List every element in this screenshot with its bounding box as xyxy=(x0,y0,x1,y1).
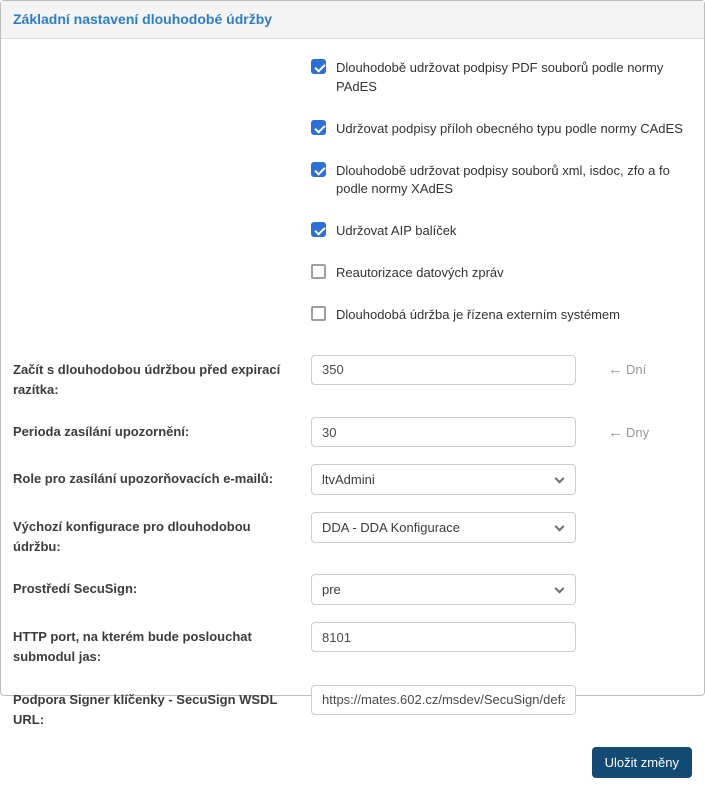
field-row-days-before-expiry xyxy=(13,355,692,400)
secusign-environment-select[interactable] xyxy=(311,574,576,605)
checkbox-label-cades[interactable]: Udržovat podpisy příloh obecného typu podle normy CAdES xyxy=(336,120,683,136)
field-row-jas-http-port xyxy=(13,622,692,667)
field-control xyxy=(311,417,649,447)
panel-header xyxy=(1,1,704,39)
field-control xyxy=(311,512,576,543)
field-label-notification-role: Role pro zasílání upozorňovacích e-mailů: xyxy=(13,471,274,487)
checkbox-row-aip xyxy=(311,222,692,241)
checkbox-label-pades[interactable]: Dlouhodobě udržovat podpisy PDF souborů podle normy PAdES xyxy=(336,60,664,94)
notification-period-input[interactable] xyxy=(311,417,576,447)
default-ltv-config-select[interactable] xyxy=(311,512,576,543)
checkbox-xades[interactable] xyxy=(311,162,326,177)
field-label-notification-period: Perioda zasílání upozornění: xyxy=(13,424,190,440)
checkbox-external-system[interactable] xyxy=(311,306,326,321)
chevron-down-icon xyxy=(555,521,565,531)
checkbox-pades[interactable] xyxy=(311,59,326,74)
field-row-secusign-environment xyxy=(13,574,692,605)
checkbox-label-aip[interactable]: Udržovat AIP balíček xyxy=(336,223,457,239)
checkbox-label-reauthorization[interactable]: Reautorizace datových zpráv xyxy=(336,265,504,281)
checkbox-row-xades xyxy=(311,162,692,200)
days-before-expiry-input[interactable] xyxy=(311,355,576,385)
field-control xyxy=(311,464,576,495)
checkbox-row-reauthorization xyxy=(311,264,692,283)
panel-body xyxy=(1,39,704,790)
chevron-down-icon xyxy=(555,583,565,593)
field-unit-note xyxy=(608,424,649,441)
field-row-notification-role xyxy=(13,464,692,495)
field-label-secusign-environment: Prostředí SecuSign: xyxy=(13,581,138,597)
field-row-notification-period xyxy=(13,417,692,447)
field-control xyxy=(311,685,576,715)
panel-title: Základní nastavení dlouhodobé údržby xyxy=(13,11,273,27)
field-control xyxy=(311,622,576,652)
secusign-wsdl-url-input[interactable] xyxy=(311,685,576,715)
button-row xyxy=(13,747,692,778)
chevron-down-icon xyxy=(555,473,565,483)
save-button[interactable]: Uložit změny xyxy=(592,747,692,778)
secusign-environment-selected-value: pre xyxy=(322,582,341,598)
left-arrow-icon: ← xyxy=(608,423,623,441)
field-row-default-ltv-config xyxy=(13,512,692,557)
default-ltv-config-selected-value: DDA - DDA Konfigurace xyxy=(322,520,461,536)
checkbox-cades[interactable] xyxy=(311,120,326,135)
left-arrow-icon: ← xyxy=(608,361,623,379)
field-label-jas-http-port: HTTP port, na kterém bude poslouchat submodul jas: xyxy=(13,629,252,665)
checkbox-row-external-system xyxy=(311,306,692,325)
field-row-secusign-wsdl-url xyxy=(13,685,692,730)
unit-label: Dní xyxy=(626,362,647,378)
notification-role-select[interactable] xyxy=(311,464,576,495)
checkbox-reauthorization[interactable] xyxy=(311,264,326,279)
checkbox-row-cades xyxy=(311,120,692,139)
checkbox-label-external-system[interactable]: Dlouhodobá údržba je řízena externím systémem xyxy=(336,306,620,322)
unit-label: Dny xyxy=(626,424,650,440)
field-control xyxy=(311,355,646,385)
checkbox-aip[interactable] xyxy=(311,222,326,237)
jas-http-port-input[interactable] xyxy=(311,622,576,652)
field-label-secusign-wsdl-url: Podpora Signer klíčenky - SecuSign WSDL URL: xyxy=(13,691,278,727)
checkbox-row-pades xyxy=(311,59,692,97)
field-label-default-ltv-config: Výchozí konfigurace pro dlouhodobou údržbu: xyxy=(13,519,251,555)
notification-role-selected-value: ltvAdmini xyxy=(322,472,375,488)
field-unit-note xyxy=(608,361,646,378)
checkbox-label-xades[interactable]: Dlouhodobě udržovat podpisy souborů xml, isdoc, zfo a fo podle normy XAdES xyxy=(336,162,670,197)
field-control xyxy=(311,574,576,605)
field-label-days-before-expiry: Začít s dlouhodobou údržbou před expirací razítka: xyxy=(13,361,281,397)
